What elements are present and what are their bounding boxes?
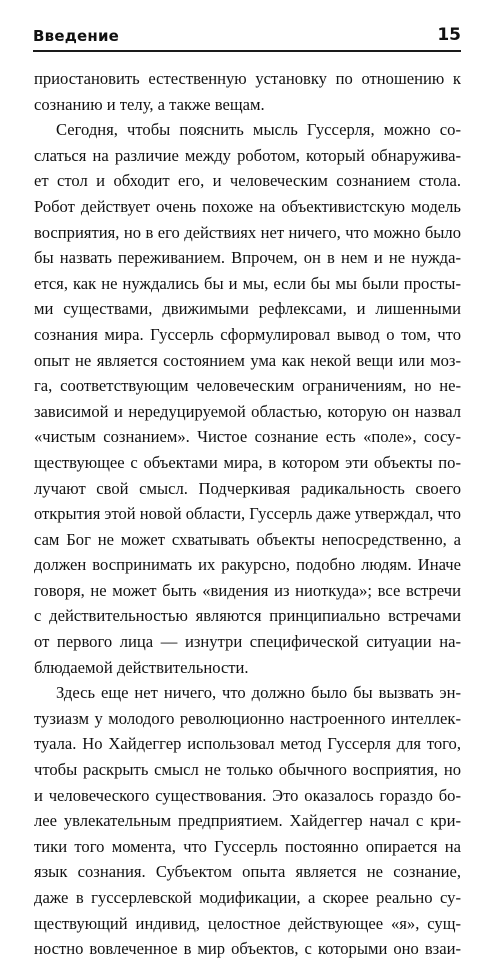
text-line: лее увлекательным предприятием. Хайдеггер начал с кри- <box>34 811 461 831</box>
text-line: ет стол и обходит его, и человеческим сознанием стола. <box>34 171 461 191</box>
text-line: должен воспринимать их ракурсно, подобно людям. Иначе <box>34 555 461 575</box>
text-line: сознания мира. Гуссерль сформулировал вывод о том, что <box>34 324 461 344</box>
text-line: ществующее с объектами мира, в котором эти объекты по- <box>34 452 461 472</box>
text-line: лучают свой смысл. Подчеркивая радикальность своего <box>34 478 461 498</box>
text-line: чтобы раскрыть смысл не только обычного восприятия, но <box>34 760 461 780</box>
text-line: говоря, не может быть «видения из ниоткуда»; все встречи <box>34 580 461 600</box>
text-line: ми существами, движимыми рефлексами, и лишенными <box>34 299 461 319</box>
running-header <box>33 22 461 52</box>
text-line: «чистым сознанием». Чистое сознание есть «поле», сосу- <box>34 427 461 447</box>
text-line: слаться на различие между роботом, который обнаружива- <box>34 145 461 165</box>
text-line: Сегодня, чтобы пояснить мысль Гуссерля, можно со- <box>56 120 461 140</box>
page-number: 15 <box>437 25 461 45</box>
text-line: открытия этой новой области, Гуссерль даже утверждал, что <box>34 504 462 524</box>
text-line: с действительностью являются принципиально встречами <box>34 606 461 626</box>
text-line: блюдаемой действительности. <box>34 657 249 677</box>
text-line: Здесь еще нет ничего, что должно было бы вызвать эн- <box>56 683 461 703</box>
text-line: Робот действует очень похоже на объективистскую модель <box>34 196 461 216</box>
text-line: и человеческого существования. Это оказалось гораздо бо- <box>34 785 461 805</box>
text-line: зависимой и нередуцируемой областью, которую он назвал <box>34 401 461 421</box>
text-line: сам Бог не может схватывать объекты непосредственно, а <box>34 529 461 549</box>
text-line: язык сознания. Субъектом опыта является не сознание, <box>34 862 461 882</box>
text-line: бы назвать переживанием. Впрочем, он в нем и не нужда- <box>34 248 461 268</box>
text-line: ностно вовлеченное в мир объектов, с которыми оно взаи- <box>34 939 461 959</box>
text-line: ется, как не нуждались бы и мы, если бы мы были просты- <box>34 273 461 293</box>
text-line: опыт не является состоянием ума как некой вещи или моз- <box>34 350 461 370</box>
text-line: ществующий индивид, целостное действующее «я», сущ- <box>34 913 461 933</box>
text-line: приостановить естественную установку по отношению к <box>34 69 461 88</box>
body-text <box>34 66 461 962</box>
text-line: га, соответствующим человеческим ограничениям, но не- <box>34 376 461 396</box>
text-line: тики того момента, что Гуссерль постоянно опирается на <box>34 836 461 856</box>
text-line: от первого лица — изнутри специфической ситуации на- <box>34 632 461 652</box>
text-line: тузиазм у молодого революционно настроенного интеллек- <box>34 708 461 728</box>
text-line: сознанию и телу, а также вещам. <box>34 94 265 114</box>
section-title: Введение <box>33 27 120 45</box>
text-line: восприятия, но в его действиях нет ничего, что можно было <box>34 222 461 242</box>
text-line: даже в гуссерлевской модификации, а скорее реально су- <box>34 888 461 907</box>
text-line: туала. Но Хайдеггер использовал метод Гуссерля для того, <box>34 734 461 754</box>
